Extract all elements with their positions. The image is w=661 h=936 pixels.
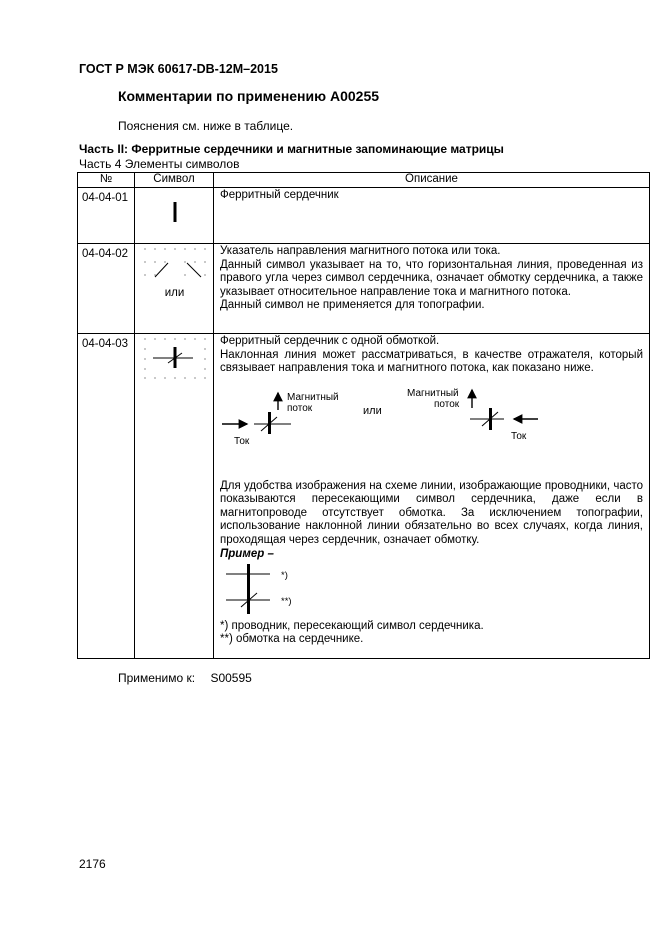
description-cell (214, 334, 650, 659)
applicable-to (118, 671, 252, 685)
table-header-row (78, 173, 650, 188)
flux-current-diagram (214, 380, 642, 468)
flux-label-left-1: Магнитный (287, 391, 339, 403)
symbol-cell (135, 334, 214, 659)
intro-text: Пояснения см. ниже в таблице. (118, 119, 294, 133)
core-with-winding-symbol (135, 334, 214, 384)
applicable-label: Применимо к: (118, 671, 196, 685)
symbol-cell (135, 188, 214, 244)
header-number: № (78, 173, 135, 188)
symbol-or-label: или (164, 287, 185, 299)
description-line: Ферритный сердечник (220, 189, 339, 201)
flux-label-right-2: поток (434, 398, 460, 410)
applicable-value: S00595 (210, 671, 252, 685)
symbols-table (77, 172, 650, 659)
current-label-right: Ток (511, 430, 527, 442)
page-number: 2176 (79, 857, 106, 871)
example-core (247, 564, 250, 614)
diagram-or-label: или (363, 404, 382, 417)
description-cell (214, 244, 650, 334)
current-label-left: Ток (234, 435, 250, 447)
flux-label-left-2: поток (287, 402, 313, 414)
description-line: Данный символ указывает на то, что горизонтальная линия, проведенная из правого угла через символ сердечника, означает обмотку сердечника, а также указывает относительное направление тока и магнитного потока. (220, 258, 643, 298)
flux-direction-symbol (135, 244, 214, 330)
example-mark-2: **) (281, 595, 292, 607)
note-line: *) проводник, пересекающий символ сердечника. (220, 619, 484, 632)
row-number: 04-04-01 (78, 188, 135, 244)
row-number: 04-04-02 (78, 244, 135, 334)
ferrite-core-symbol (135, 188, 214, 240)
header-symbol: Символ (135, 173, 214, 188)
header-description: Описание (214, 173, 650, 188)
description-line: Наклонная линия может рассматриваться, в качестве отражателя, который связывает направления тока и магнитного потока, как показано ниже. (220, 348, 643, 374)
row-number: 04-04-03 (78, 334, 135, 659)
section-title: Комментарии по применению А00255 (118, 88, 380, 104)
description-line: Ферритный сердечник с одной обмоткой. (220, 335, 440, 347)
standard-designation: ГОСТ Р МЭК 60617-DB-12M–2015 (79, 62, 278, 76)
description-line: Данный символ не применяется для топографии. (220, 299, 485, 311)
part-title: Часть II: Ферритные сердечники и магнитные запоминающие матрицы (79, 142, 504, 156)
example-label: Пример – (220, 548, 274, 560)
table-row (78, 244, 650, 334)
flux-label-right-1: Магнитный (407, 387, 459, 399)
part-subtitle: Часть 4 Элементы символов (79, 157, 240, 171)
example-diagram (220, 564, 360, 616)
description-line: Указатель направления магнитного потока или тока. (220, 245, 501, 257)
example-mark-1: *) (281, 569, 288, 581)
note-line: **) обмотка на сердечнике. (220, 633, 364, 645)
table-row (78, 188, 650, 244)
table-row (78, 334, 650, 659)
symbol-cell (135, 244, 214, 334)
description-cell (214, 188, 650, 244)
description-paragraph: Для удобства изображения на схеме линии, изображающие проводники, часто показываются пересекающими символ сердечника, даже если в магнитопроводе отсутствует обмотка. За исключением топографии, использование наклонной линии обязательно во всех случаях, когда линия, проходящая через сердечник, означает обмотку. (220, 479, 643, 546)
